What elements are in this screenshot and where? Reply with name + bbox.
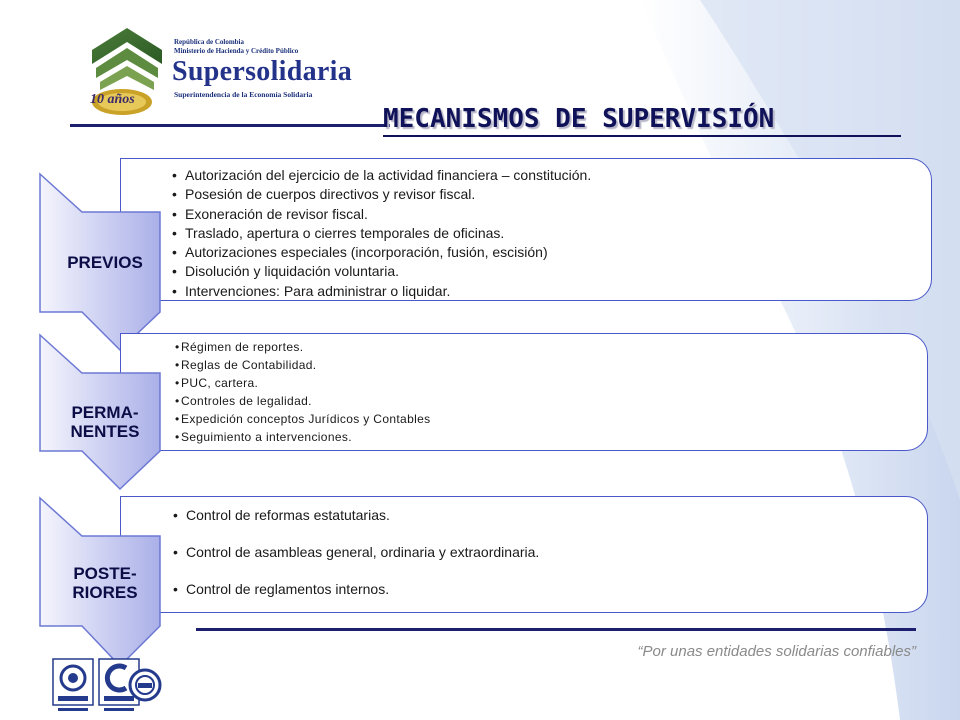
list-item: • Control de reformas estatutarias. [173,497,539,534]
list-item: • Seguimiento a intervenciones. [175,428,431,446]
list-item: • Expedición conceptos Jurídicos y Contables [175,410,431,428]
list-item: • Intervenciones: Para administrar o liquidar. [172,282,591,301]
list-item: • PUC, cartera. [175,374,431,392]
list-item: • Autorización del ejercicio de la actividad financiera – constitución. [172,166,591,185]
logo-country: República de Colombia [174,38,245,46]
supersolidaria-logo [82,20,372,120]
footer-rule [196,628,916,631]
icontec-cert-icon [52,658,94,714]
list-item: • Controles de legalidad. [175,392,431,410]
section-items [175,338,431,446]
title-rule [70,124,390,127]
list-item: • Reglas de Contabilidad. [175,356,431,374]
list-item: • Posesión de cuerpos directivos y revisor fiscal. [172,185,591,204]
section-label: POSTE- RIORES [72,564,138,602]
section-label: PERMA- NENTES [70,403,140,441]
section-items [172,166,591,301]
logo-anniversary-badge: 10 años [90,92,135,107]
logo-subtitle: Superintendencia de la Economía Solidaria [174,90,313,99]
section-permanentes [0,333,960,513]
list-item: • Control de asambleas general, ordinaria y extraordinaria. [173,534,539,571]
title-underline [383,135,901,137]
page-title: MECANISMOS DE SUPERVISIÓN [383,104,775,134]
list-item: • Régimen de reportes. [175,338,431,356]
list-item: • Exoneración de revisor fiscal. [172,205,591,224]
section-label: PREVIOS [67,253,143,272]
list-item: • Disolución y liquidación voluntaria. [172,262,591,281]
logo-ministry: Ministerio de Hacienda y Crédito Público [174,47,299,55]
section-previos [0,158,960,354]
footer-slogan: “Por unas entidades solidarias confiables” [637,643,916,660]
section-items [173,497,539,608]
list-item: • Autorizaciones especiales (incorporación, fusión, escisión) [172,243,591,262]
iqnet-cert-icon [128,668,162,702]
list-item: • Control de reglamentos internos. [173,571,539,608]
logo-name: Supersolidaria [172,56,353,87]
list-item: • Traslado, apertura o cierres temporales de oficinas. [172,224,591,243]
